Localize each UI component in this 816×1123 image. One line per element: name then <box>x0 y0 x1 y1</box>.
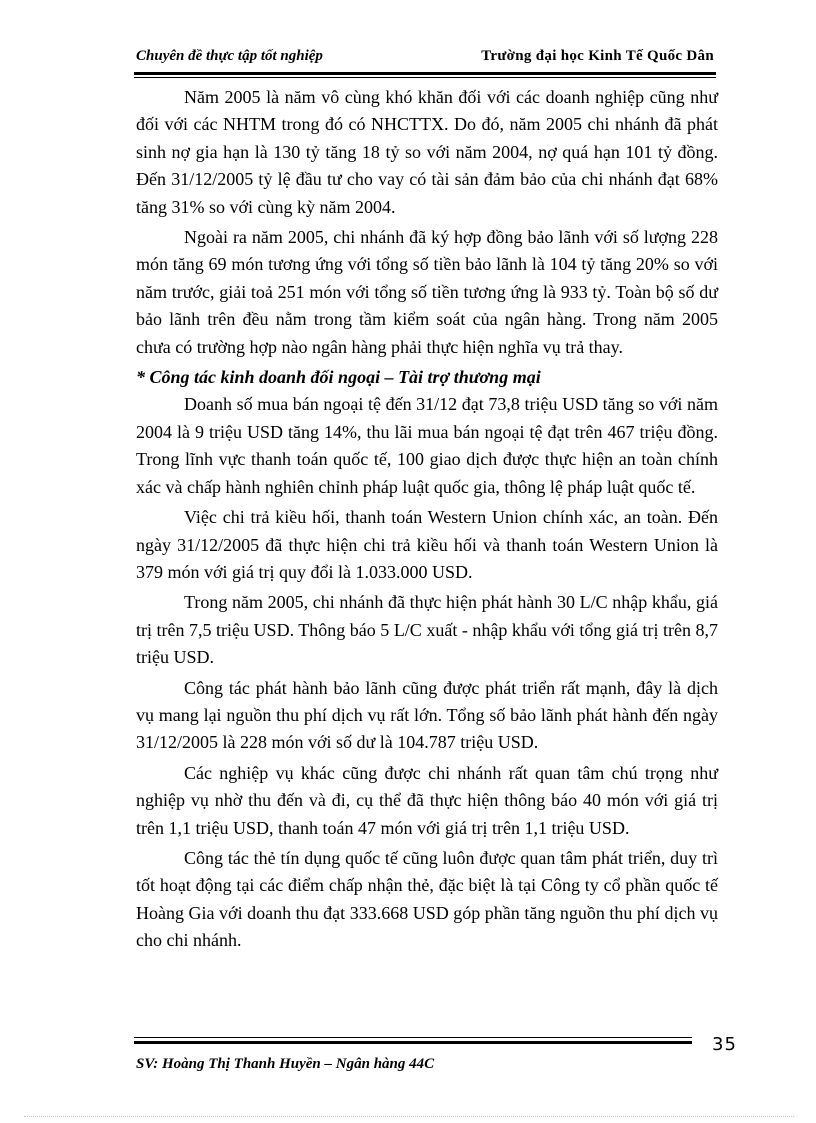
paragraph-forex: Doanh số mua bán ngoại tệ đến 31/12 đạt 73,8 triệu USD tăng so với năm 2004 là 9 triệu USD tăng 14%, thu lãi mua bán ngoại tệ đạt trên 467 triệu đồng. Trong lĩnh vực thanh toán quốc tế, 100 giao dịch được thực hiện an toàn chính xác và chấp hành nghiên chỉnh pháp luật quốc gia, thông lệ pháp luật quốc tế. <box>136 394 718 497</box>
paragraph-western-union: Việc chi trả kiều hối, thanh toán Western Union chính xác, an toàn. Đến ngày 31/12/2005 đã thực hiện chi trả kiều hối và thanh toán Western Union là 379 món với giá trị quy đổi là 1.033.000 USD. <box>136 507 718 582</box>
section-heading: * Công tác kinh doanh đối ngoại – Tài trợ thương mại <box>136 367 541 388</box>
paragraph-bad-debt: Năm 2005 là năm vô cùng khó khăn đối với các doanh nghiệp cũng như đối với các NHTM trong đó có NHCTTX. Do đó, năm 2005 chi nhánh đã phát sinh nợ gia hạn là 130 tỷ tăng 18 tỷ so với năm 2004, nợ quá hạn 101 tỷ đồng. Đến 31/12/2005 tỷ lệ đầu tư cho vay có tài sản đảm bảo của chi nhánh đạt 68% tăng 31% so với cùng kỳ năm 2004. <box>136 87 718 217</box>
page-border <box>24 1116 794 1117</box>
paragraph-other-services: Các nghiệp vụ khác cũng được chi nhánh rất quan tâm chú trọng như nghiệp vụ nhờ thu đến và đi, cụ thể đã thực hiện thông báo 40 món với giá trị trên 1,1 triệu USD, thanh toán 47 món với giá trị trên 1,1 triệu USD. <box>136 762 718 838</box>
paragraph-letter-of-credit: Trong năm 2005, chi nhánh đã thực hiện phát hành 30 L/C nhập khẩu, giá trị trên 7,5 triệu USD. Thông báo 5 L/C xuất - nhập khẩu với tổng giá trị trên 8,7 triệu USD. <box>136 592 718 668</box>
footer-rule-thin <box>134 1037 692 1038</box>
header-thesis-title: Chuyên đề thực tập tốt nghiệp <box>136 48 323 64</box>
paragraph-guarantee-issuance: Công tác phát hành bảo lãnh cũng được phát triển rất mạnh, đây là dịch vụ mang lại nguồn thu phí dịch vụ rất lớn. Tổng số bảo lãnh phát hành đến ngày 31/12/2005 là 228 món với số dư là 104.787 triệu USD. <box>136 677 718 753</box>
footer-rule <box>134 1041 692 1044</box>
paragraph-guarantee: Ngoài ra năm 2005, chi nhánh đã ký hợp đồng bảo lãnh với số lượng 228 món tăng 69 món tương ứng với tổng số tiền bảo lãnh là 104 tỷ tăng 20% so với năm trước, giải toả 251 món với tổng số tiền tương ứng là 933 tỷ. Toàn bộ số dư bảo lãnh trên đều nằm trong tầm kiểm soát của ngân hàng. Trong năm 2005 chưa có trường hợp nào ngân hàng phải thực hiện nghĩa vụ trả thay. <box>136 227 718 357</box>
page-header <box>134 48 716 72</box>
header-rule <box>134 72 716 75</box>
body-text <box>136 84 718 958</box>
header-university: Trường đại học Kinh Tế Quốc Dân <box>481 48 714 64</box>
header-rule-thin <box>134 77 716 78</box>
paragraph-credit-card: Công tác thẻ tín dụng quốc tế cũng luôn được quan tâm phát triển, duy trì tốt hoạt động tại các điểm chấp nhận thẻ, đặc biệt là tại Công ty cổ phần quốc tế Hoàng Gia với doanh thu đạt 333.668 USD góp phần tăng nguồn thu phí dịch vụ cho chi nhánh. <box>136 847 718 951</box>
page-number: 35 <box>712 1034 737 1055</box>
footer-author: SV: Hoàng Thị Thanh Huyền – Ngân hàng 44C <box>136 1056 435 1072</box>
